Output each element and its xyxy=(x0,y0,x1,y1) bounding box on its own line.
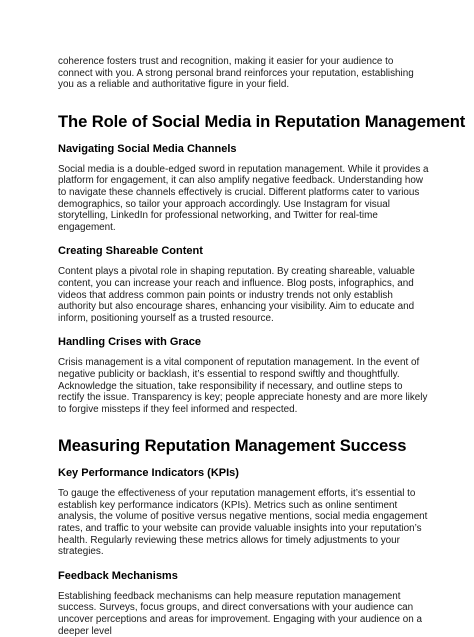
section-title-measuring-success: Measuring Reputation Management Success xyxy=(58,436,407,456)
paragraph-shareable-content: Content plays a pivotal role in shaping reputation. By creating shareable, valuable content, you can increase your reach and influence. Blog posts, infographics, and videos that address common pain points or industry trends not only establish authority but also encourage shares, enhancing your visibility. Aim to educate and inform, positioning yourself as a trusted resource. xyxy=(58,266,415,324)
subsection-heading-kpis: Key Performance Indicators (KPIs) xyxy=(58,467,239,480)
intro-paragraph: coherence fosters trust and recognition, making it easier for your audience to connect with you. A strong personal brand reinforces your reputation, establishing you as a reliable and authoritative figure in your field. xyxy=(58,56,414,91)
subsection-heading-navigating-channels: Navigating Social Media Channels xyxy=(58,142,237,155)
document-page xyxy=(58,56,466,637)
subsection-heading-handling-crises: Handling Crises with Grace xyxy=(58,336,202,349)
paragraph-kpis: To gauge the effectiveness of your reputation management efforts, it’s essential to establish key performance indicators (KPIs). Metrics such as online sentiment analysis, the volume of positive versus negative mentions, social media engagement rates, and traffic to your website can provide valuable insights into your reputation’s health. Regularly reviewing these metrics allows for timely adjustments to your strategies. xyxy=(58,488,428,558)
subsection-heading-feedback-mechanisms: Feedback Mechanisms xyxy=(58,569,178,582)
paragraph-navigating-channels: Social media is a double-edged sword in reputation management. While it provides a platform for engagement, it can also amplify negative feedback. Understanding how to navigate these channels effectively is crucial. Different platforms cater to various demographics, so tailor your approach accordingly. Use Instagram for visual storytelling, LinkedIn for professional networking, and Twitter for real-time engagement. xyxy=(58,163,429,233)
subsection-heading-shareable-content: Creating Shareable Content xyxy=(58,245,203,258)
section-title-social-media: The Role of Social Media in Reputation Management xyxy=(58,111,466,131)
paragraph-feedback-mechanisms: Establishing feedback mechanisms can help measure reputation management success. Surveys, focus groups, and direct conversations with your audience can uncover perceptions and areas for improvement. Engaging with your audience on a deeper level xyxy=(58,590,422,637)
paragraph-handling-crises: Crisis management is a vital component of reputation management. In the event of negative publicity or backlash, it’s essential to respond swiftly and thoughtfully. Acknowledge the situation, take responsibility if necessary, and outline steps to rectify the issue. Transparency is key; people appreciate honesty and are more likely to forgive missteps if they feel informed and respected. xyxy=(58,357,428,415)
